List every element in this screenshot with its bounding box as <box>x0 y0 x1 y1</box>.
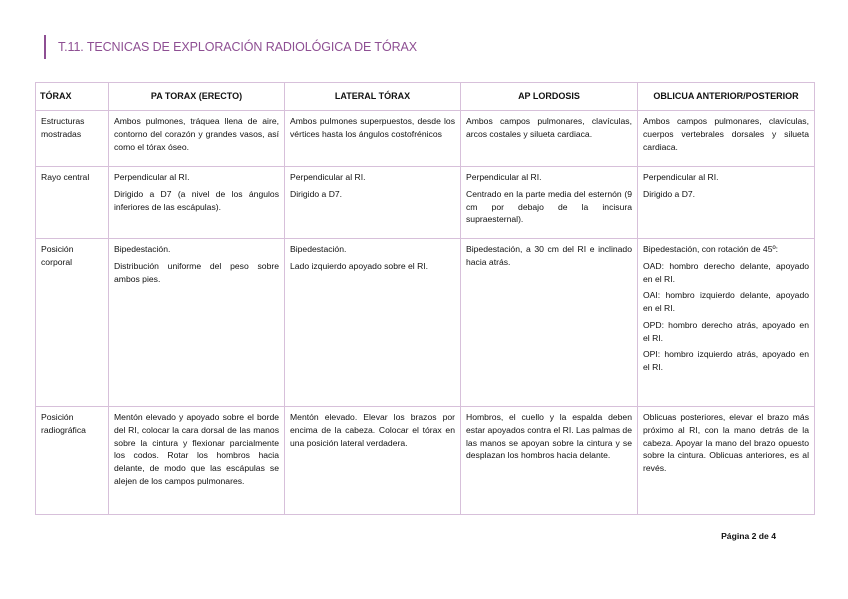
cell-text: Bipedestación. <box>290 244 347 255</box>
cell-text: Ambos campos pulmonares, clavículas, arcos costales y silueta cardiaca. <box>466 116 632 140</box>
column-header-ap-lordosis: AP LORDOSIS <box>461 83 638 111</box>
cell-text: Bipedestación, con rotación de 45º: <box>643 244 778 255</box>
cell-text: Mentón elevado y apoyado sobre el borde del RI, colocar la cara dorsal de las manos sobre la cintura y flexionar parcialmente los codos. Rotar los hombros hacia delante, de modo que las escápulas se alejen de los campos pulmonares. <box>114 412 279 486</box>
column-header-pa: PA TORAX (ERECTO) <box>109 83 285 111</box>
document-title: T.11. TECNICAS DE EXPLORACIÓN RADIOLÓGICA DE TÓRAX <box>58 40 417 54</box>
cell-text: Mentón elevado. Elevar los brazos por encima de la cabeza. Colocar el tórax en una posición lateral verdadera. <box>290 412 455 448</box>
table-row <box>36 239 815 407</box>
cell-text: Oblicuas posteriores, elevar el brazo más próximo al RI, con la mano detrás de la cabeza. Apoyar la mano del brazo opuesto sobre la cintura. Oblicuas anteriores, es al revés. <box>643 412 809 474</box>
cell-text: OPD: hombro derecho atrás, apoyado en el RI. <box>643 319 809 343</box>
table-cell <box>461 111 638 167</box>
cell-text: Perpendicular al RI. <box>114 172 190 183</box>
table-row <box>36 111 815 167</box>
page-number: Página 2 de 4 <box>721 531 776 541</box>
cell-text: Bipedestación, a 30 cm del RI e inclinado hacia atrás. <box>466 244 632 268</box>
cell-text: Perpendicular al RI. <box>290 172 366 183</box>
cell-text: OAD: hombro derecho delante, apoyado en el RI. <box>643 261 809 284</box>
cell-text: Distribución uniforme del peso sobre ambos pies. <box>114 261 279 284</box>
table-row <box>36 407 815 515</box>
cell-text: Ambos campos pulmonares, clavículas, cuerpos vertebrales dorsales y silueta cardiaca. <box>643 116 809 152</box>
table-cell <box>638 111 815 167</box>
cell-text: Dirigido a D7. <box>643 189 696 200</box>
table-cell <box>109 407 285 515</box>
column-header-lateral: LATERAL TÓRAX <box>285 83 461 111</box>
table-cell <box>109 111 285 167</box>
row-label-posicion-corporal: Posición corporal <box>36 239 109 407</box>
table-header-row <box>36 83 815 111</box>
column-header-oblicua: OBLICUA ANTERIOR/POSTERIOR <box>638 83 815 111</box>
cell-text: OPI: hombro izquierdo atrás, apoyado en el RI. <box>643 349 809 373</box>
table-cell <box>461 239 638 407</box>
cell-text: Centrado en la parte media del esternón (9 cm por debajo de la incisura supraesternal). <box>466 189 632 225</box>
table-cell <box>638 167 815 239</box>
cell-text: Perpendicular al RI. <box>643 172 719 183</box>
row-label-posicion-radiografica: Posición radiográfica <box>36 407 109 515</box>
table-cell <box>638 407 815 515</box>
table-cell <box>638 239 815 407</box>
cell-text: Ambos pulmones, tráquea llena de aire, contorno del corazón y grandes vasos, así como el tórax óseo. <box>114 116 279 152</box>
thorax-techniques-table <box>35 82 815 515</box>
table-cell <box>285 111 461 167</box>
table-row <box>36 167 815 239</box>
table-cell <box>461 167 638 239</box>
cell-text: Ambos pulmones superpuestos, desde los vértices hasta los ángulos costofrénicos <box>290 116 455 140</box>
row-label-estructuras: Estructuras mostradas <box>36 111 109 167</box>
column-header-torax: TÓRAX <box>36 83 109 111</box>
table-cell <box>461 407 638 515</box>
table-cell <box>285 239 461 407</box>
cell-text: Lado izquierdo apoyado sobre el RI. <box>290 261 429 272</box>
table-cell <box>285 167 461 239</box>
cell-text: Dirigido a D7 (a nivel de los ángulos inferiores de las escápulas). <box>114 189 279 212</box>
table-cell <box>109 239 285 407</box>
table-cell <box>109 167 285 239</box>
cell-text: Hombros, el cuello y la espalda deben estar apoyados contra el RI. Las palmas de las manos se apoyan sobre la cintura y se desplazan los hombros hacia delante. <box>466 412 632 461</box>
table-cell <box>285 407 461 515</box>
page-header <box>44 35 417 59</box>
row-label-rayo-central: Rayo central <box>36 167 109 239</box>
cell-text: OAI: hombro izquierdo delante, apoyado en el RI. <box>643 290 809 314</box>
cell-text: Perpendicular al RI. <box>466 172 542 183</box>
cell-text: Bipedestación. <box>114 244 171 255</box>
cell-text: Dirigido a D7. <box>290 189 343 200</box>
